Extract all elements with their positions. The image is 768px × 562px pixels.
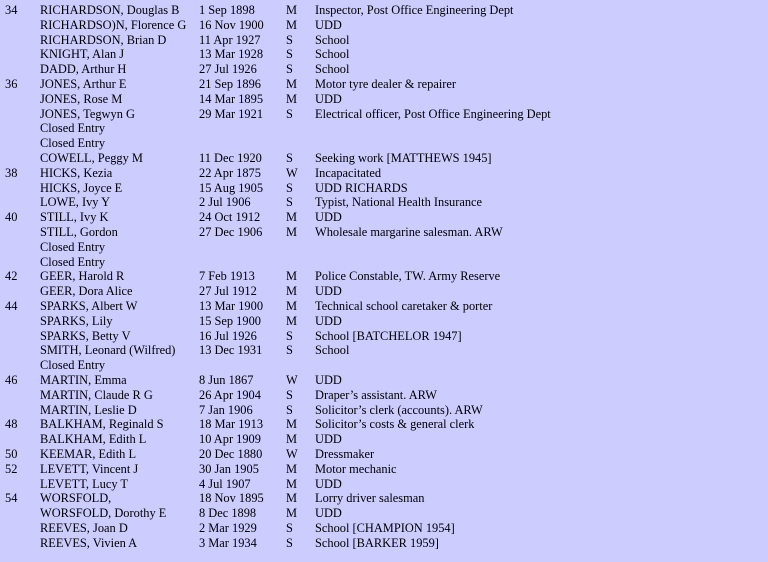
occupation: Dressmaker xyxy=(315,446,375,461)
occupation: Electrical officer, Post Office Engineering Dept xyxy=(315,106,551,121)
marital-condition: M xyxy=(286,461,298,476)
birth-date: 2 Mar 1929 xyxy=(199,520,257,535)
occupation: Incapacitated xyxy=(315,165,382,180)
occupation: School [BATCHELOR 1947] xyxy=(315,328,462,343)
occupation: School [CHAMPION 1954] xyxy=(315,520,455,535)
register-row xyxy=(0,521,768,536)
register-row xyxy=(0,506,768,521)
register-row xyxy=(0,210,768,225)
marital-condition: S xyxy=(286,150,293,165)
register-row xyxy=(0,462,768,477)
person-name: SPARKS, Lily xyxy=(40,313,113,328)
register-row xyxy=(0,47,768,62)
occupation: Solicitor’s clerk (accounts). ARW xyxy=(315,402,483,417)
birth-date: 10 Apr 1909 xyxy=(199,432,261,447)
person-name: Closed Entry xyxy=(40,239,106,254)
register-row xyxy=(0,403,768,418)
occupation: Technical school caretaker & porter xyxy=(315,298,493,313)
person-name: Closed Entry xyxy=(40,121,106,136)
marital-condition: S xyxy=(286,195,293,210)
occupation: Police Constable, TW. Army Reserve xyxy=(315,269,501,284)
register-row xyxy=(0,121,768,136)
birth-date: 26 Apr 1904 xyxy=(199,387,261,402)
marital-condition: M xyxy=(286,476,298,491)
occupation: School xyxy=(315,32,350,47)
birth-date: 20 Dec 1880 xyxy=(199,446,263,461)
person-name: BALKHAM, Reginald S xyxy=(40,417,164,432)
register-row xyxy=(0,151,768,166)
occupation: UDD xyxy=(315,210,342,225)
birth-date: 30 Jan 1905 xyxy=(199,461,259,476)
person-name: JONES, Tegwyn G xyxy=(40,106,135,121)
house-number: 38 xyxy=(5,165,18,180)
register-row xyxy=(0,3,768,18)
person-name: REEVES, Joan D xyxy=(40,520,128,535)
marital-condition: M xyxy=(286,506,298,521)
person-name: MARTIN, Leslie D xyxy=(40,402,137,417)
person-name: BALKHAM, Edith L xyxy=(40,432,147,447)
occupation: Wholesale margarine salesman. ARW xyxy=(315,224,503,239)
house-number: 42 xyxy=(5,269,18,284)
birth-date: 4 Jul 1907 xyxy=(199,476,251,491)
marital-condition: M xyxy=(286,491,298,506)
register-row xyxy=(0,373,768,388)
occupation: School xyxy=(315,62,350,77)
register-row xyxy=(0,33,768,48)
register-row xyxy=(0,447,768,462)
birth-date: 16 Nov 1900 xyxy=(199,17,264,32)
marital-condition: S xyxy=(286,343,293,358)
person-name: REEVES, Vivien A xyxy=(40,535,138,550)
register-row xyxy=(0,343,768,358)
birth-date: 27 Jul 1912 xyxy=(199,284,257,299)
person-name: Closed Entry xyxy=(40,358,106,373)
register-row xyxy=(0,255,768,270)
marital-condition: S xyxy=(286,32,293,47)
person-name: STILL, Ivy K xyxy=(40,210,109,225)
occupation: School [BARKER 1959] xyxy=(315,535,439,550)
birth-date: 8 Jun 1867 xyxy=(199,372,254,387)
birth-date: 21 Sep 1896 xyxy=(199,76,261,91)
occupation: UDD xyxy=(315,284,342,299)
marital-condition: S xyxy=(286,520,293,535)
person-name: HICKS, Kezia xyxy=(40,165,113,180)
occupation: Typist, National Health Insurance xyxy=(315,195,483,210)
person-name: SPARKS, Betty V xyxy=(40,328,131,343)
birth-date: 3 Mar 1934 xyxy=(199,535,257,550)
occupation: School xyxy=(315,343,350,358)
person-name: HICKS, Joyce E xyxy=(40,180,123,195)
occupation: Motor tyre dealer & repairer xyxy=(315,76,457,91)
register-row xyxy=(0,225,768,240)
house-number: 48 xyxy=(5,417,18,432)
person-name: GEER, Dora Alice xyxy=(40,284,133,299)
marital-condition: M xyxy=(286,224,298,239)
occupation: UDD xyxy=(315,372,342,387)
register-row xyxy=(0,181,768,196)
marital-condition: M xyxy=(286,91,298,106)
register-row xyxy=(0,62,768,77)
marital-condition: W xyxy=(286,165,298,180)
marital-condition: S xyxy=(286,402,293,417)
person-name: Closed Entry xyxy=(40,254,106,269)
person-name: JONES, Rose M xyxy=(40,91,123,106)
person-name: WORSFOLD, Dorothy E xyxy=(40,506,167,521)
occupation: Lorry driver salesman xyxy=(315,491,425,506)
marital-condition: S xyxy=(286,387,293,402)
person-name: SPARKS, Albert W xyxy=(40,298,138,313)
register-row xyxy=(0,166,768,181)
register-row xyxy=(0,388,768,403)
marital-condition: S xyxy=(286,535,293,550)
register-row xyxy=(0,136,768,151)
occupation: Solicitor’s costs & general clerk xyxy=(315,417,475,432)
birth-date: 7 Feb 1913 xyxy=(199,269,255,284)
house-number: 54 xyxy=(5,491,18,506)
person-name: RICHARDSO)N, Florence G xyxy=(40,17,187,32)
marital-condition: S xyxy=(286,62,293,77)
marital-condition: M xyxy=(286,210,298,225)
marital-condition: S xyxy=(286,47,293,62)
register-row xyxy=(0,417,768,432)
person-name: DADD, Arthur H xyxy=(40,62,127,77)
person-name: MARTIN, Claude R G xyxy=(40,387,153,402)
marital-condition: M xyxy=(286,284,298,299)
marital-condition: S xyxy=(286,328,293,343)
birth-date: 15 Aug 1905 xyxy=(199,180,264,195)
person-name: STILL, Gordon xyxy=(40,224,118,239)
register-row xyxy=(0,107,768,122)
occupation: UDD xyxy=(315,17,342,32)
birth-date: 18 Nov 1895 xyxy=(199,491,264,506)
birth-date: 15 Sep 1900 xyxy=(199,313,261,328)
birth-date: 2 Jul 1906 xyxy=(199,195,251,210)
birth-date: 13 Dec 1931 xyxy=(199,343,263,358)
birth-date: 27 Jul 1926 xyxy=(199,62,257,77)
person-name: JONES, Arthur E xyxy=(40,76,127,91)
house-number: 36 xyxy=(5,76,18,91)
person-name: KNIGHT, Alan J xyxy=(40,47,125,62)
house-number: 46 xyxy=(5,372,18,387)
register-row xyxy=(0,284,768,299)
marital-condition: W xyxy=(286,372,298,387)
person-name: GEER, Harold R xyxy=(40,269,125,284)
birth-date: 11 Apr 1927 xyxy=(199,32,261,47)
marital-condition: S xyxy=(286,180,293,195)
birth-date: 29 Mar 1921 xyxy=(199,106,264,121)
marital-condition: M xyxy=(286,269,298,284)
birth-date: 13 Mar 1900 xyxy=(199,298,264,313)
occupation: Inspector, Post Office Engineering Dept xyxy=(315,3,514,17)
birth-date: 13 Mar 1928 xyxy=(199,47,264,62)
register-row xyxy=(0,536,768,551)
person-name: LEVETT, Lucy T xyxy=(40,476,128,491)
person-name: KEEMAR, Edith L xyxy=(40,446,137,461)
register-row xyxy=(0,477,768,492)
house-number: 44 xyxy=(5,298,18,313)
register-row xyxy=(0,240,768,255)
occupation: School xyxy=(315,47,350,62)
register-row xyxy=(0,432,768,447)
birth-date: 7 Jan 1906 xyxy=(199,402,253,417)
register-row xyxy=(0,314,768,329)
register-row xyxy=(0,299,768,314)
register-row xyxy=(0,195,768,210)
occupation: Draper’s assistant. ARW xyxy=(315,387,437,402)
house-number: 40 xyxy=(5,210,18,225)
person-name: LEVETT, Vincent J xyxy=(40,461,139,476)
marital-condition: M xyxy=(286,417,298,432)
birth-date: 1 Sep 1898 xyxy=(199,3,255,17)
birth-date: 27 Dec 1906 xyxy=(199,224,263,239)
birth-date: 11 Dec 1920 xyxy=(199,150,262,165)
occupation: UDD xyxy=(315,506,342,521)
register-row xyxy=(0,358,768,373)
register-row xyxy=(0,269,768,284)
occupation: UDD RICHARDS xyxy=(315,180,408,195)
marital-condition: M xyxy=(286,298,298,313)
marital-condition: S xyxy=(286,106,293,121)
occupation: UDD xyxy=(315,432,342,447)
birth-date: 8 Dec 1898 xyxy=(199,506,257,521)
register-row xyxy=(0,77,768,92)
register-row xyxy=(0,491,768,506)
occupation: UDD xyxy=(315,476,342,491)
person-name: RICHARDSON, Douglas B xyxy=(40,3,180,17)
person-name: LOWE, Ivy Y xyxy=(40,195,111,210)
house-number: 34 xyxy=(5,3,18,17)
marital-condition: M xyxy=(286,76,298,91)
occupation: UDD xyxy=(315,313,342,328)
register-row xyxy=(0,329,768,344)
person-name: COWELL, Peggy M xyxy=(40,150,143,165)
house-number: 52 xyxy=(5,461,18,476)
birth-date: 22 Apr 1875 xyxy=(199,165,261,180)
register-table xyxy=(0,3,768,550)
birth-date: 24 Oct 1912 xyxy=(199,210,261,225)
birth-date: 18 Mar 1913 xyxy=(199,417,264,432)
marital-condition: M xyxy=(286,3,298,17)
marital-condition: M xyxy=(286,17,298,32)
register-row xyxy=(0,18,768,33)
birth-date: 14 Mar 1895 xyxy=(199,91,264,106)
occupation: Seeking work [MATTHEWS 1945] xyxy=(315,150,492,165)
register-row xyxy=(0,92,768,107)
person-name: Closed Entry xyxy=(40,136,106,151)
person-name: RICHARDSON, Brian D xyxy=(40,32,167,47)
occupation: UDD xyxy=(315,91,342,106)
marital-condition: M xyxy=(286,313,298,328)
house-number: 50 xyxy=(5,446,18,461)
person-name: WORSFOLD, xyxy=(40,491,112,506)
occupation: Motor mechanic xyxy=(315,461,397,476)
person-name: SMITH, Leonard (Wilfred) xyxy=(40,343,176,358)
marital-condition: W xyxy=(286,446,298,461)
person-name: MARTIN, Emma xyxy=(40,372,127,387)
birth-date: 16 Jul 1926 xyxy=(199,328,257,343)
marital-condition: M xyxy=(286,432,298,447)
